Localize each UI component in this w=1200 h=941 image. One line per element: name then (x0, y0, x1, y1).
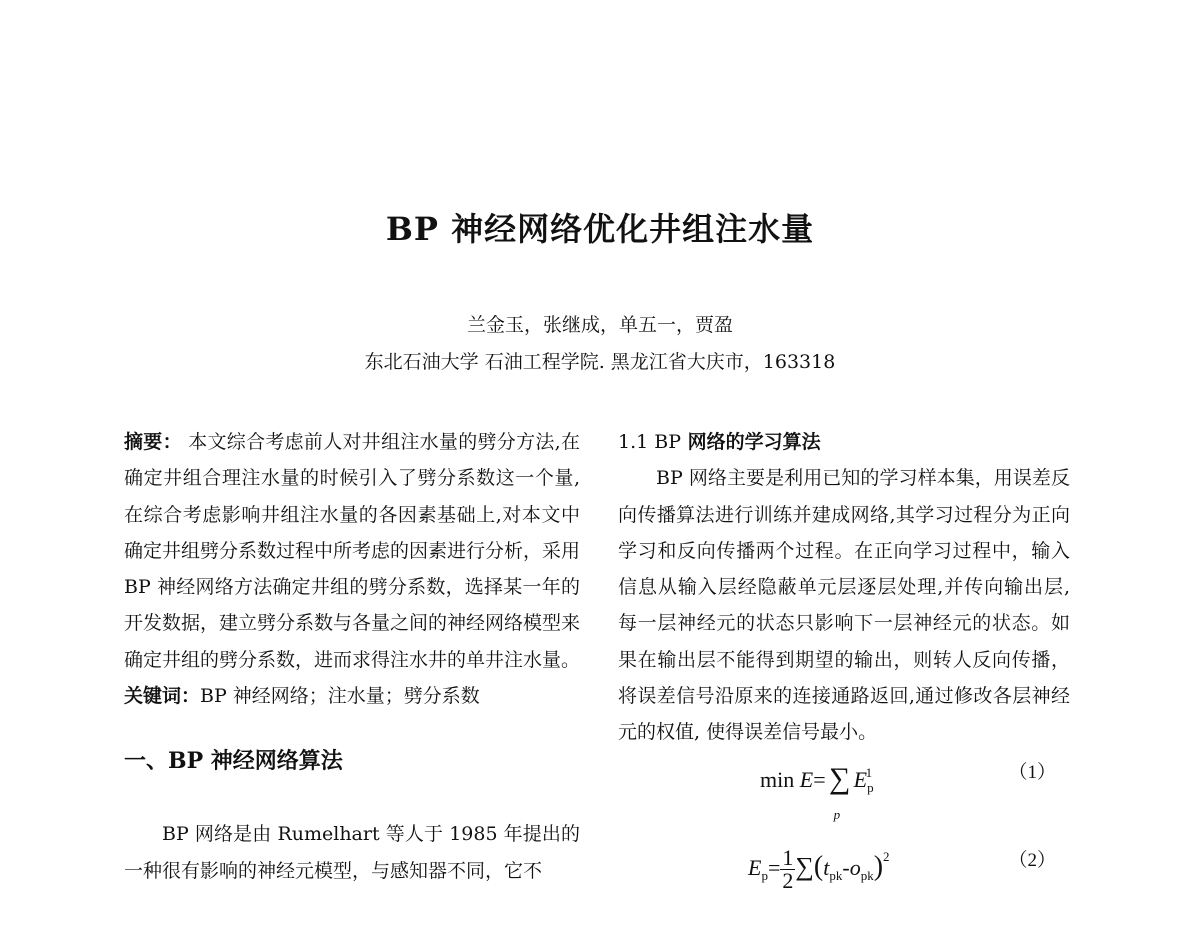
subsection-title: 网络的学习算法 (681, 431, 821, 453)
eq1-term-sup: 1 (865, 764, 873, 780)
paper-affiliation: 东北石油大学 石油工程学院. 黑龙江省大庆市，163318 (364, 351, 836, 373)
abstract-label: 摘要： (124, 431, 182, 453)
eq2-lhs-sub: p (761, 867, 768, 883)
eq1-equals: = (813, 766, 826, 792)
equation-1 (618, 751, 1070, 829)
eq1-term-sub: p (867, 779, 874, 795)
left-column (124, 424, 580, 889)
eq2-minus: - (842, 854, 850, 880)
eq2-t: t (823, 854, 830, 880)
eq1-sum-index: p (833, 807, 841, 823)
abstract (124, 424, 580, 678)
keywords-label: 关键词： (124, 685, 201, 708)
subsection-number: 1.1 BP (618, 431, 682, 453)
paper-title: BP 神经网络优化井组注水量 (385, 210, 815, 248)
equation-2 (618, 829, 1070, 907)
eq2-power: 2 (883, 848, 890, 864)
eq2-fraction (780, 847, 795, 892)
eq2-equals: = (767, 854, 781, 880)
eq1-sum (826, 762, 854, 823)
equation-1-body (760, 755, 874, 823)
eq2-t-sub: pk (829, 867, 843, 883)
right-paren-icon: ) (873, 850, 884, 882)
left-paren-icon: ( (813, 850, 824, 882)
abstract-text: 本文综合考虑前人对井组注水量的劈分方法,在确定井组合理注水量的时候引入了劈分系数这一个量,在综合考虑影响井组注水量的各因素基础上,对本文中确定井组劈分系数过程中所考虑的因素进行分析，采用 BP 神经网络方法确定井组的劈分系数，选择某一年的开发数据，建立劈分系数与各量之间的神经网络模型来确定井组的劈分系数，进而求得注水井的单井注水量。 (124, 431, 581, 671)
section-intro-paragraph: BP 网络是由 Rumelhart 等人于 1985 年提出的一种很有影响的神经元模型，与感知器不同，它不 (124, 823, 580, 882)
subsection-paragraph: BP 网络主要是利用已知的学习样本集，用误差反向传播算法进行训练并建成网络,其学习过程分为正向学习和反向传播两个过程。在正向学习过程中，输入信息从输入层经隐蔽单元层逐层处理,并传向输出层, 每一层神经元的状态只影响下一层神经元的状态。如果在输出层不能得到期望的输出，则转人反向传播，将误差信号沿原来的连接通路返回,通过修改各层神经元的权值, 使得误差信号最小。 (618, 467, 1070, 744)
section-heading: 一、BP 神经网络算法 (124, 748, 343, 775)
sum-symbol-icon: ∑ (828, 762, 851, 796)
eq1-min: min (760, 766, 795, 792)
equation-1-number: （1） (1008, 761, 1056, 783)
eq2-o-sub: pk (860, 867, 874, 883)
right-column (618, 424, 1070, 907)
eq1-var: E (799, 766, 814, 792)
eq1-term: E (853, 766, 868, 792)
eq2-o: o (849, 854, 861, 880)
subsection-heading (618, 424, 1070, 460)
eq2-frac-den: 2 (782, 868, 794, 894)
eq2-lhs: E (748, 854, 762, 880)
keywords-text: BP 神经网络；注水量；劈分系数 (200, 685, 480, 708)
paper-authors: 兰金玉，张继成，单五一，贾盈 (466, 314, 733, 336)
equation-2-number: （2） (1008, 849, 1056, 871)
equation-2-body (748, 839, 890, 894)
sum-symbol-icon: ∑ (795, 851, 814, 881)
eq2-frac-num: 1 (782, 845, 794, 871)
keywords (124, 678, 580, 714)
